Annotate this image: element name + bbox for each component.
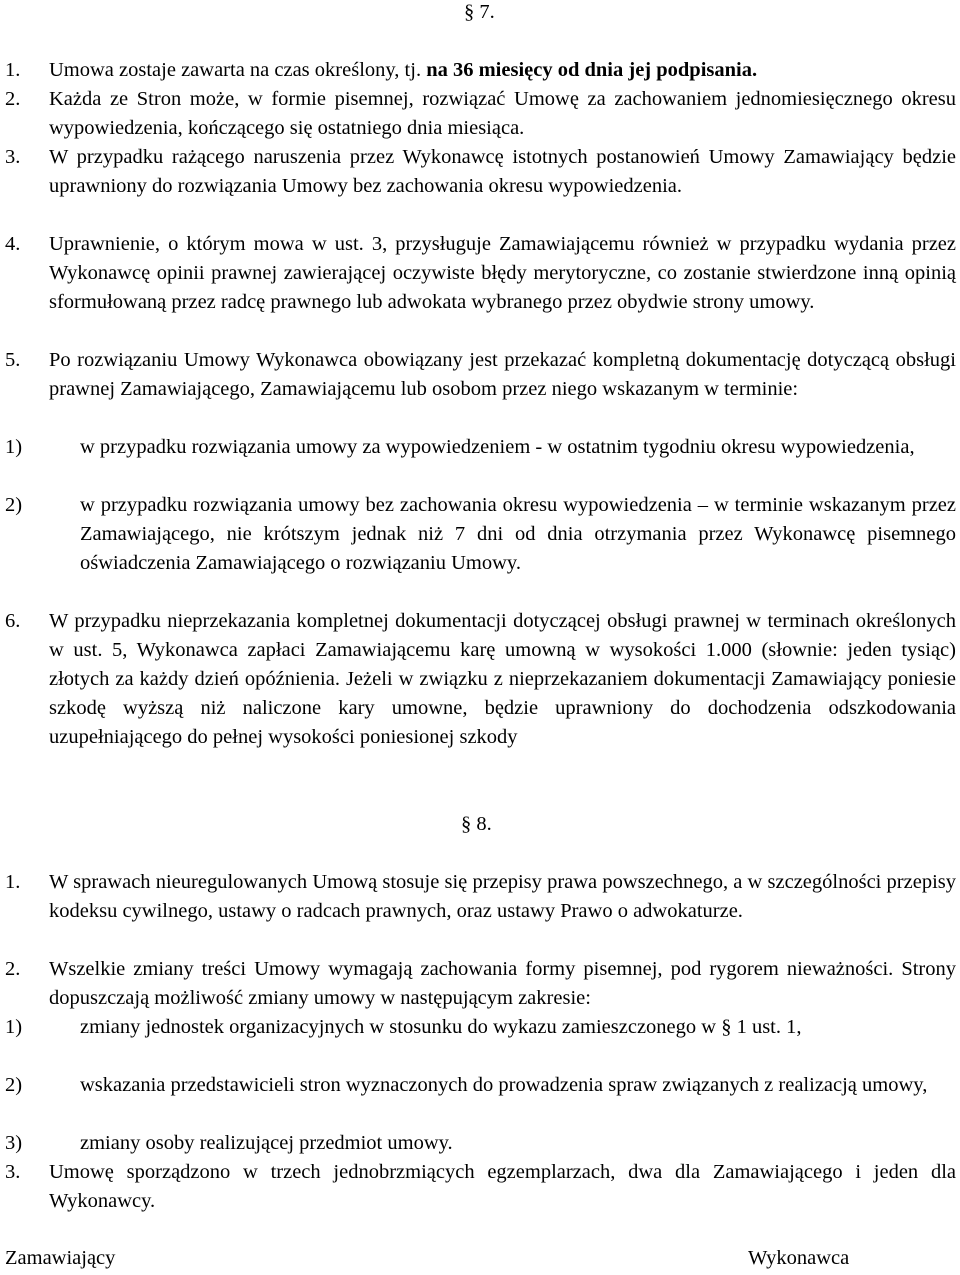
- item-text: [49, 56, 956, 85]
- item-number: 1.: [5, 871, 21, 893]
- sub-item-text: zmiany osoby realizującej przedmiot umowy.: [80, 1132, 453, 1154]
- section-number: 8.: [476, 813, 492, 835]
- item-text: Uprawnienie, o którym mowa w ust. 3, przysługuje Zamawiającemu również w przypadku wydania przez Wykonawcę opinii prawnej zawierającej oczywiste błędy merytoryczne, co zostanie stwierdzone inną opinią sformułowaną przez radcę prawnego lub adwokata wybranego przez obydwie strony umowy.: [49, 233, 956, 313]
- item-text-bold: na 36 miesięcy od dnia jej podpisania.: [426, 59, 758, 81]
- item-text: Każda ze Stron może, w formie pisemnej, rozwiązać Umowę za zachowaniem jednomiesięcznego okresu wypowiedzenia, kończącego się ostatniego dnia miesiąca.: [49, 88, 956, 139]
- item-text: Wszelkie zmiany treści Umowy wymagają zachowania formy pisemnej, pod rygorem nieważności. Strony dopuszczają możliwość zmiany umowy w następującym zakresie:: [49, 958, 956, 1009]
- item-text: W sprawach nieuregulowanych Umową stosuje się przepisy prawa powszechnego, a w szczególności przepisy kodeksu cywilnego, ustawy o radcach prawnych, oraz ustawy Prawo o adwokaturze.: [49, 871, 956, 922]
- item-number: 2.: [5, 88, 21, 110]
- sub-item-number: 1): [5, 436, 23, 458]
- sub-item-number: 2): [5, 494, 23, 516]
- item-number: 2.: [5, 958, 21, 980]
- item-text: W przypadku nieprzekazania kompletnej dokumentacji dotyczącej obsługi prawnej w terminach określonych w ust. 5, Wykonawca zapłaci Zamawiającemu karę umowną w wysokości 1.000 (słownie: jeden tysiąc) złotych za każdy dzień opóźnienia. Jeżeli w związku z nieprzekazaniem dokumentacji Zamawiający poniesie szkodę wyższą niż naliczone kary umowne, będzie uprawniony do dochodzenia odszkodowania uzupełniającego do pełnej wysokości poniesionej szkody: [49, 610, 956, 748]
- section-number: 7.: [479, 1, 495, 23]
- item-number: 4.: [5, 233, 21, 255]
- sub-item-number: 1): [5, 1016, 23, 1038]
- item-number: 3.: [5, 146, 21, 168]
- sub-item-number: 3): [5, 1132, 23, 1154]
- section-8-heading: [461, 810, 521, 839]
- signature-contractor: Wykonawca: [748, 1247, 850, 1269]
- item-number: 5.: [5, 349, 21, 371]
- section-sign: §: [461, 813, 472, 835]
- section-7-heading: [464, 0, 524, 27]
- item-text-regular: Umowa zostaje zawarta na czas określony, tj.: [49, 59, 427, 81]
- item-text: Umowę sporządzono w trzech jednobrzmiących egzemplarzach, dwa dla Zamawiającego i jeden dla Wykonawcy.: [49, 1161, 956, 1212]
- item-text: W przypadku rażącego naruszenia przez Wykonawcę istotnych postanowień Umowy Zamawiający będzie uprawniony do rozwiązania Umowy bez zachowania okresu wypowiedzenia.: [49, 146, 956, 197]
- sub-item-text: [49, 433, 956, 462]
- sub-item-text: zmiany jednostek organizacyjnych w stosunku do wykazu zamieszczonego w § 1 ust. 1,: [80, 1016, 802, 1038]
- sub-item-text-body: w przypadku rozwiązania umowy bez zachowania okresu wypowiedzenia – w terminie wskazanym przez Zamawiającego, nie krótszym jednak niż 7 dni od dnia otrzymania przez Wykonawcę pisemnego oświadczenia Zamawiającego o rozwiązaniu Umowy.: [80, 494, 956, 574]
- sub-item-text-body: w przypadku rozwiązania umowy za wypowiedzeniem - w ostatnim tygodniu okresu wypowiedzenia,: [80, 436, 915, 458]
- section-sign: §: [464, 1, 475, 23]
- sub-item-number: 2): [5, 1074, 23, 1096]
- signature-client: Zamawiający: [5, 1247, 116, 1269]
- item-text: Po rozwiązaniu Umowy Wykonawca obowiązany jest przekazać kompletną dokumentację dotyczącą obsługi prawnej Zamawiającego, Zamawiającemu lub osobom przez niego wskazanym w terminie:: [49, 349, 956, 400]
- item-number: 3.: [5, 1161, 21, 1183]
- item-number: 1.: [5, 59, 21, 81]
- sub-item-text: wskazania przedstawicieli stron wyznaczonych do prowadzenia spraw związanych z realizacją umowy,: [80, 1074, 928, 1096]
- sub-item-text: [49, 491, 956, 578]
- item-number: 6.: [5, 610, 21, 632]
